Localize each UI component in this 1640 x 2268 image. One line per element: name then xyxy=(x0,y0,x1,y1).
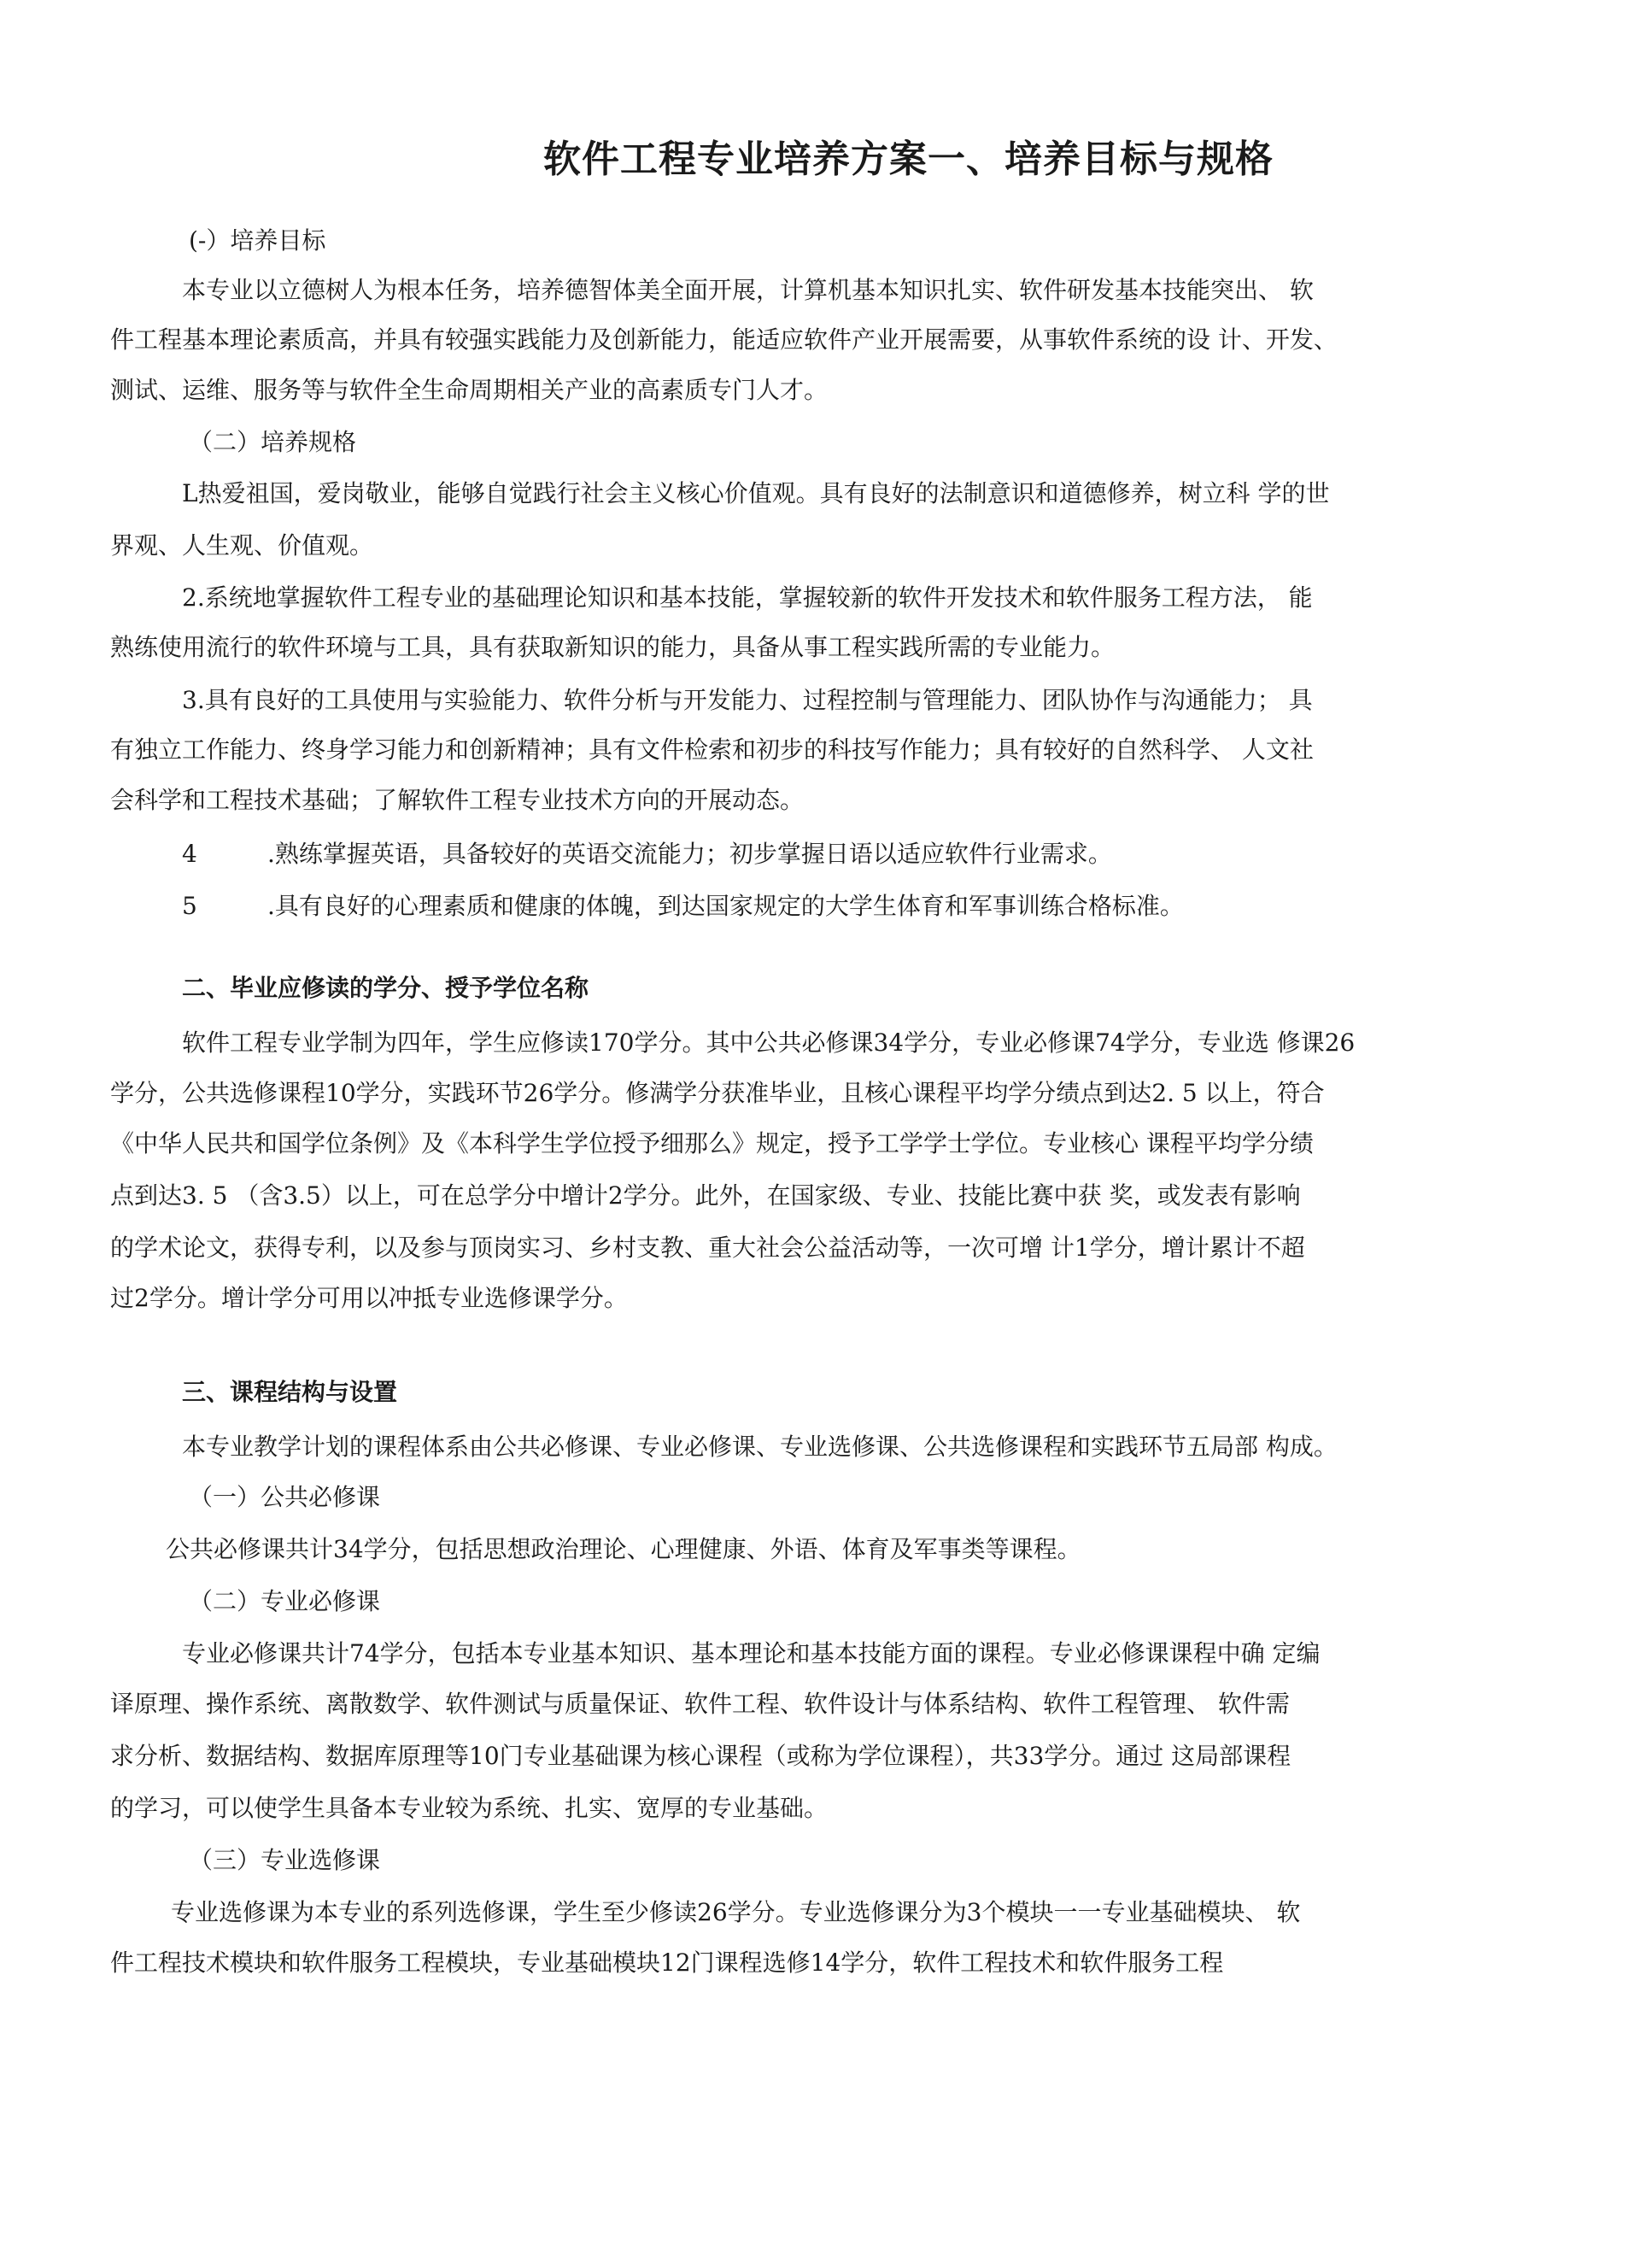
subheading-major-required: （二）专业必修课 xyxy=(189,1587,381,1615)
paragraph-line: 的学术论文，获得专利，以及参与顶岗实习、乡村支教、重大社会公益活动等，一次可增 计1学分，增计累计不超 xyxy=(110,1234,1305,1262)
spec-item-5-number: 5 xyxy=(182,892,197,920)
spec-item-2-line: 2.系统地掌握软件工程专业的基础理论知识和基本技能，掌握较新的软件开发技术和软件服务工程方法， 能 xyxy=(182,583,1313,612)
section-heading-credits-degree: 二、毕业应修读的学分、授予学位名称 xyxy=(182,974,589,1002)
paragraph-line: 专业选修课为本专业的系列选修课，学生至少修读26学分。专业选修课分为3个模块一一专业基础模块、 软 xyxy=(171,1898,1301,1926)
paragraph-line: 求分析、数据结构、数据库原理等10门专业基础课为核心课程（或称为学位课程），共33学分。通过 这局部课程 xyxy=(110,1742,1292,1770)
paragraph-line: 本专业教学计划的课程体系由公共必修课、专业必修课、专业选修课、公共选修课程和实践环节五局部 构成。 xyxy=(182,1433,1338,1461)
paragraph-line: 学分，公共选修课程10学分，实践环节26学分。修满学分获准毕业，且核心课程平均学分绩点到达2. 5 以上，符合 xyxy=(110,1079,1325,1107)
spec-item-5-text: .具有良好的心理素质和健康的体魄，到达国家规定的大学生体育和军事训练合格标准。 xyxy=(267,892,1184,920)
spec-item-5 xyxy=(182,881,1184,932)
paragraph-line: 译原理、操作系统、离散数学、软件测试与质量保证、软件工程、软件设计与体系结构、软件工程管理、 软件需 xyxy=(110,1690,1290,1718)
spec-item-4-text: .熟练掌握英语，具备较好的英语交流能力；初步掌握日语以适应软件行业需求。 xyxy=(267,840,1112,868)
subheading-public-required: （一）公共必修课 xyxy=(189,1483,381,1511)
spec-item-3-line: 3.具有良好的工具使用与实验能力、软件分析与开发能力、过程控制与管理能力、团队协作与沟通能力； 具 xyxy=(182,686,1313,714)
paragraph-line: 点到达3. 5 （含3.5）以上，可在总学分中增计2学分。此外，在国家级、专业、技能比赛中获 奖，或发表有影响 xyxy=(110,1181,1301,1210)
paragraph-line: 本专业以立德树人为根本任务，培养德智体美全面开展，计算机基本知识扎实、软件研发基本技能突出、 软 xyxy=(182,276,1314,304)
subheading-training-spec: （二）培养规格 xyxy=(189,428,357,456)
spec-item-3-line: 会科学和工程技术基础；了解软件工程专业技术方向的开展动态。 xyxy=(110,786,805,814)
paragraph-line: 件工程基本理论素质高，并具有较强实践能力及创新能力，能适应软件产业开展需要，从事软件系统的设 计、开发、 xyxy=(110,325,1338,354)
spec-item-1-line: L热爱祖国，爱岗敬业，能够自觉践行社会主义核心价值观。具有良好的法制意识和道德修养，树立科 学的世 xyxy=(182,479,1330,507)
spec-item-3-line: 有独立工作能力、终身学习能力和创新精神；具有文件检索和初步的科技写作能力；具有较好的自然科学、 人文社 xyxy=(110,735,1314,764)
paragraph-line: 的学习，可以使学生具备本专业较为系统、扎实、宽厚的专业基础。 xyxy=(110,1794,829,1822)
spec-item-4-number: 4 xyxy=(182,840,197,868)
paragraph-line: 公共必修课共计34学分，包括思想政治理论、心理健康、外语、体育及军事类等课程。 xyxy=(166,1535,1081,1563)
paragraph-line: 《中华人民共和国学位条例》及《本科学生学位授予细那么》规定，授予工学学士学位。专业核心 课程平均学分绩 xyxy=(110,1129,1314,1157)
paragraph-line: 测试、运维、服务等与软件全生命周期相关产业的高素质专门人才。 xyxy=(110,376,829,404)
paragraph-line: 软件工程专业学制为四年，学生应修读170学分。其中公共必修课34学分，专业必修课74学分，专业选 修课26 xyxy=(182,1029,1356,1057)
spec-item-2-line: 熟练使用流行的软件环境与工具，具有获取新知识的能力，具备从事工程实践所需的专业能力。 xyxy=(110,633,1116,661)
paragraph-line: 件工程技术模块和软件服务工程模块，专业基础模块12门课程选修14学分，软件工程技术和软件服务工程 xyxy=(110,1949,1224,1977)
spec-item-1-line: 界观、人生观、价值观。 xyxy=(110,531,374,560)
subheading-training-goal: (-）培养目标 xyxy=(189,226,326,255)
paragraph-line: 过2学分。增计学分可用以冲抵专业选修课学分。 xyxy=(110,1284,628,1312)
document-title: 软件工程专业培养方案一、培养目标与规格 xyxy=(543,138,1274,181)
subheading-major-elective: （三）专业选修课 xyxy=(189,1846,381,1874)
paragraph-line: 专业必修课共计74学分，包括本专业基本知识、基本理论和基本技能方面的课程。专业必修课课程中确 定编 xyxy=(182,1639,1321,1667)
section-heading-course-structure: 三、课程结构与设置 xyxy=(182,1378,398,1406)
spec-item-4 xyxy=(182,829,1112,880)
